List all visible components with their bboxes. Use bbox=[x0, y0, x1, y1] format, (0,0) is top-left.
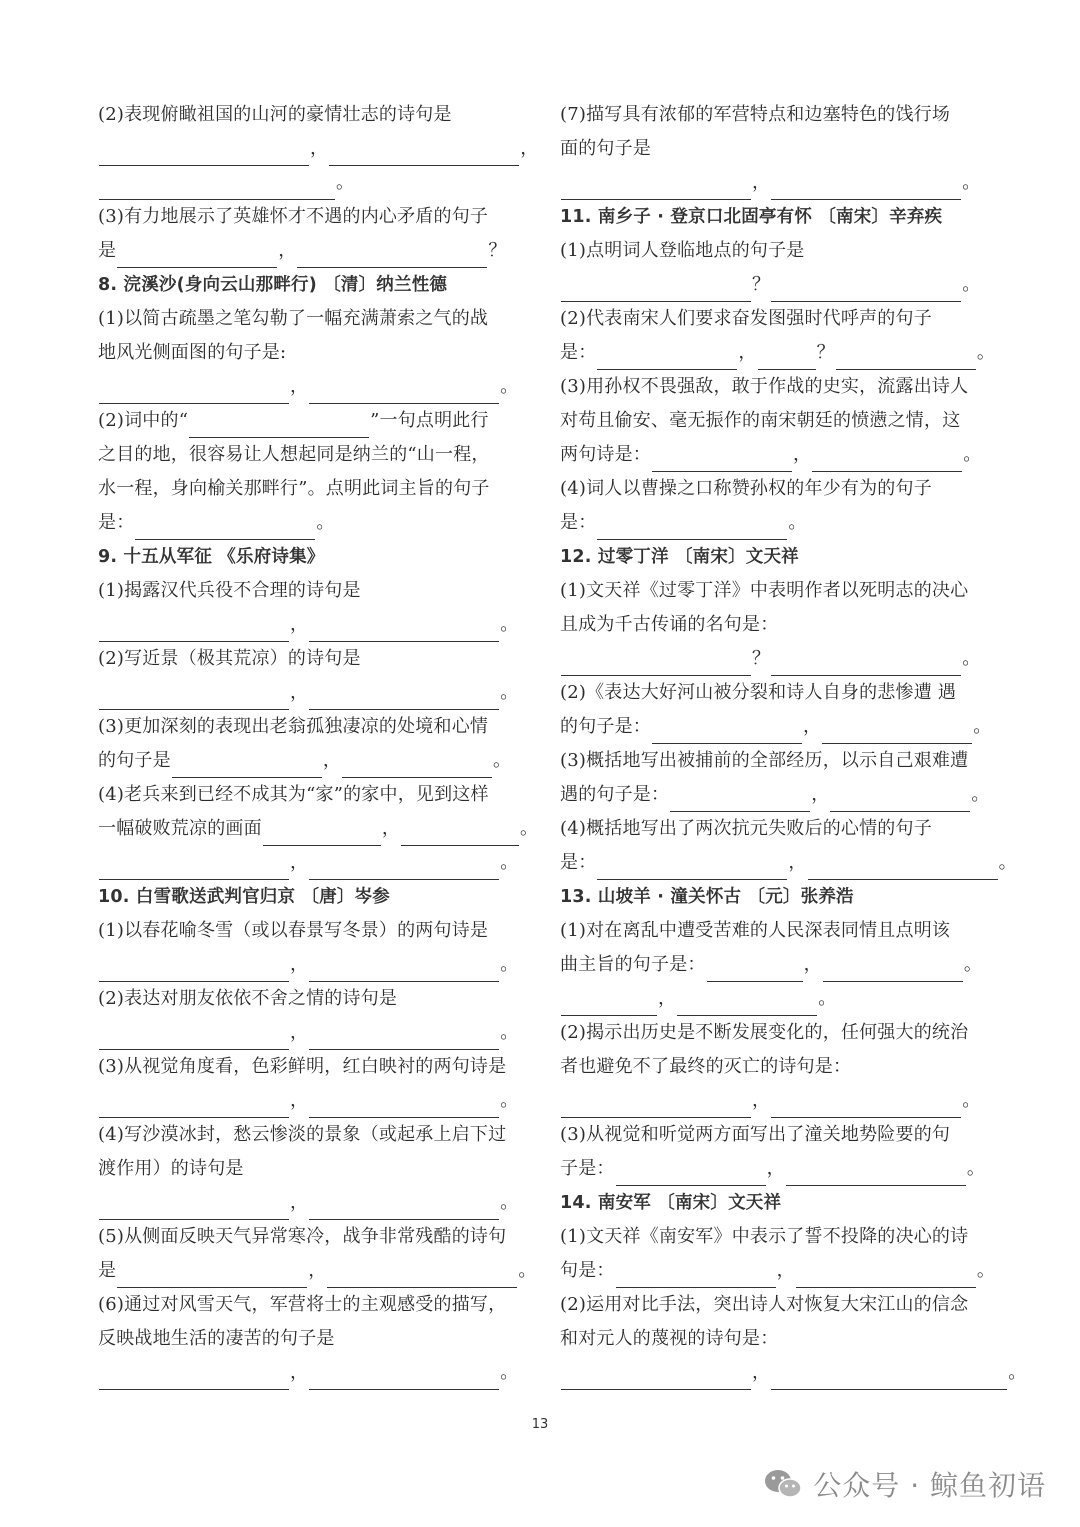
answer-line: 遇的句子是： ， 。 bbox=[560, 778, 985, 812]
answer-blank[interactable] bbox=[786, 1161, 966, 1186]
answer-line: ， 。 bbox=[560, 1084, 985, 1118]
answer-blank[interactable] bbox=[561, 277, 751, 302]
question-line: (2)代表南宋人们要求奋发图强时代呼声的句子 bbox=[560, 308, 932, 329]
question-line: (2)词中的“ ”一句点明此行 bbox=[98, 404, 523, 438]
answer-blank[interactable] bbox=[342, 753, 492, 778]
question-line: (2)揭示出历史是不断发展变化的，任何强大的统治 bbox=[560, 1022, 969, 1043]
question-line: 地风光侧面图的句子是: bbox=[98, 342, 287, 363]
answer-line: 子是： ， 。 bbox=[560, 1152, 985, 1186]
section-heading-13: 13. 山坡羊 · 潼关怀古 〔元〕张养浩 bbox=[560, 887, 854, 907]
answer-blank[interactable] bbox=[771, 651, 961, 676]
answer-blank[interactable] bbox=[172, 753, 322, 778]
answer-line: 的句子是 ， 。 bbox=[98, 744, 523, 778]
watermark-text: 公众号 · 鲸鱼初语 bbox=[813, 1469, 1046, 1502]
answer-line: ， ， bbox=[98, 132, 523, 166]
answer-blank[interactable] bbox=[822, 719, 972, 744]
question-line: (1)以简古疏墨之笔勾勒了一幅充满萧索之气的战 bbox=[98, 308, 489, 329]
answer-blank[interactable] bbox=[616, 1263, 776, 1288]
question-line: (1)揭露汉代兵役不合理的诗句是 bbox=[98, 580, 361, 601]
answer-blank[interactable] bbox=[597, 515, 787, 540]
question-line: 面的句子是 bbox=[560, 138, 651, 159]
answer-line: 句是： ， 。 bbox=[560, 1254, 985, 1288]
answer-blank[interactable] bbox=[329, 141, 519, 166]
answer-blank[interactable] bbox=[99, 1093, 289, 1118]
answer-blank[interactable] bbox=[812, 447, 962, 472]
section-heading-14: 14. 南安军 〔南宋〕文天祥 bbox=[560, 1193, 782, 1213]
answer-blank[interactable] bbox=[99, 855, 289, 880]
section-heading-10: 10. 白雪歌送武判官归京 〔唐〕岑参 bbox=[98, 887, 390, 907]
answer-blank[interactable] bbox=[309, 855, 499, 880]
section-heading-12: 12. 过零丁洋 〔南宋〕文天祥 bbox=[560, 547, 799, 567]
answer-blank[interactable] bbox=[796, 1263, 976, 1288]
answer-line: ， 。 bbox=[98, 1356, 523, 1390]
answer-blank[interactable] bbox=[561, 1093, 751, 1118]
question-line: 且成为千古传诵的名句是： bbox=[560, 614, 779, 635]
answer-blank[interactable] bbox=[561, 651, 751, 676]
answer-line: 是： ， 。 bbox=[560, 846, 985, 880]
answer-blank[interactable] bbox=[117, 1263, 307, 1288]
question-line: (3)从视觉角度看，色彩鲜明，红白映衬的两句诗是 bbox=[98, 1056, 507, 1077]
answer-blank[interactable] bbox=[309, 617, 499, 642]
answer-blank[interactable] bbox=[561, 991, 657, 1016]
question-line: (4)老兵来到已经不成其为“家”的家中，见到这样 bbox=[98, 784, 489, 805]
answer-blank[interactable] bbox=[309, 1195, 499, 1220]
answer-blank[interactable] bbox=[297, 243, 487, 268]
question-line: (1)点明词人登临地点的句子是 bbox=[560, 240, 805, 261]
question-line: (7)描写具有浓郁的军营特点和边塞特色的饯行场 bbox=[560, 104, 951, 125]
answer-blank[interactable] bbox=[597, 855, 787, 880]
answer-blank[interactable] bbox=[309, 1025, 499, 1050]
question-line: (4)概括地写出了两次抗元失败后的心情的句子 bbox=[560, 818, 932, 839]
answer-blank[interactable] bbox=[652, 719, 802, 744]
question-line: 之目的地，很容易让人想起同是纳兰的“山一程， bbox=[98, 444, 490, 465]
answer-line: ， 。 bbox=[98, 948, 523, 982]
question-line: 反映战地生活的凄苦的句子是 bbox=[98, 1328, 335, 1349]
answer-blank[interactable] bbox=[616, 1161, 766, 1186]
question-line: (3)有力地展示了英雄怀才不遇的内心矛盾的句子 bbox=[98, 206, 489, 227]
question-line: (5)从侧面反映天气异常寒冷，战争非常残酷的诗句 bbox=[98, 1226, 507, 1247]
question-line: (2)《表达大好河山被分裂和诗人自身的悲惨遭 遇 bbox=[560, 682, 957, 703]
answer-blank[interactable] bbox=[99, 175, 335, 200]
answer-blank[interactable] bbox=[808, 855, 998, 880]
answer-blank[interactable] bbox=[99, 141, 309, 166]
answer-blank[interactable] bbox=[117, 243, 277, 268]
question-line: (2)运用对比手法，突出诗人对恢复大宋江山的信念 bbox=[560, 1294, 969, 1315]
question-line: (3)更加深刻的表现出老翁孤独凄凉的处境和心情 bbox=[98, 716, 489, 737]
answer-blank[interactable] bbox=[401, 821, 519, 846]
answer-line: ， 。 bbox=[98, 846, 523, 880]
answer-blank[interactable] bbox=[99, 379, 289, 404]
question-line: (3)用孙权不畏强敌，敢于作战的史实，流露出诗人 bbox=[560, 376, 969, 397]
answer-line: 是： ， ？ 。 bbox=[560, 336, 985, 370]
question-line: 者也避免不了最终的灭亡的诗句是： bbox=[560, 1056, 852, 1077]
answer-blank[interactable] bbox=[99, 617, 289, 642]
question-line: (1)对在离乱中遭受苦难的人民深表同情且点明该 bbox=[560, 920, 951, 941]
answer-blank[interactable] bbox=[836, 345, 976, 370]
answer-blank[interactable] bbox=[263, 821, 381, 846]
answer-blank[interactable] bbox=[309, 957, 499, 982]
question-line: (2)写近景（极其荒凉）的诗句是 bbox=[98, 648, 361, 669]
answer-blank[interactable] bbox=[561, 1365, 751, 1390]
answer-blank[interactable] bbox=[99, 1195, 289, 1220]
answer-line: 。 bbox=[98, 166, 523, 200]
answer-line: 曲主旨的句子是： ， 。 bbox=[560, 948, 985, 982]
question-line: (3)概括地写出被捕前的全部经历，以示自己艰难遭 bbox=[560, 750, 969, 771]
answer-blank[interactable] bbox=[135, 515, 315, 540]
section-heading-9: 9. 十五从军征 《乐府诗集》 bbox=[98, 547, 325, 567]
answer-blank[interactable] bbox=[823, 957, 963, 982]
answer-line: 一幅破败荒凉的画面 ， 。 bbox=[98, 812, 523, 846]
answer-blank[interactable] bbox=[309, 1365, 499, 1390]
section-heading-11: 11. 南乡子 · 登京口北固亭有怀 〔南宋〕辛弃疾 bbox=[560, 207, 943, 227]
answer-blank[interactable] bbox=[189, 413, 369, 438]
answer-blank[interactable] bbox=[99, 1365, 289, 1390]
question-line: 水一程，身向榆关那畔行”。点明此词主旨的句子 bbox=[98, 478, 490, 499]
answer-blank[interactable] bbox=[771, 1093, 961, 1118]
answer-blank[interactable] bbox=[309, 685, 499, 710]
answer-blank[interactable] bbox=[771, 175, 961, 200]
question-line: (3)从视觉和听觉两方面写出了潼关地势险要的句 bbox=[560, 1124, 951, 1145]
answer-line: ， 。 bbox=[560, 982, 985, 1016]
answer-blank[interactable] bbox=[309, 1093, 499, 1118]
answer-line: ， 。 bbox=[560, 166, 985, 200]
answer-line: ， 。 bbox=[98, 370, 523, 404]
question-line: (4)词人以曹操之口称赞孙权的年少有为的句子 bbox=[560, 478, 932, 499]
wechat-logo-icon bbox=[763, 1467, 803, 1501]
question-line: 渡作用）的诗句是 bbox=[98, 1158, 244, 1179]
answer-blank[interactable] bbox=[309, 379, 499, 404]
question-line: (1)文天祥《过零丁洋》中表明作者以死明志的决心 bbox=[560, 580, 969, 601]
answer-blank[interactable] bbox=[561, 175, 751, 200]
answer-blank[interactable] bbox=[771, 277, 961, 302]
answer-blank[interactable] bbox=[652, 447, 792, 472]
answer-blank[interactable] bbox=[677, 991, 817, 1016]
answer-blank[interactable] bbox=[830, 787, 970, 812]
section-heading-8: 8. 浣溪沙(身向云山那畔行) 〔清〕纳兰性德 bbox=[98, 275, 448, 295]
question-line: 和对元人的蔑视的诗句是： bbox=[560, 1328, 779, 1349]
answer-line: ， 。 bbox=[98, 676, 523, 710]
question-line: (1)文天祥《南安军》中表示了誓不投降的决心的诗 bbox=[560, 1226, 969, 1247]
answer-line: ， 。 bbox=[560, 1356, 985, 1390]
question-line: (2)表现俯瞰祖国的山河的豪情壮志的诗句是 bbox=[98, 104, 452, 125]
answer-line: 是： 。 bbox=[560, 506, 985, 540]
question-line: 对苟且偷安、毫无振作的南宋朝廷的愤懑之情，这 bbox=[560, 410, 961, 431]
question-line: (4)写沙漠冰封，愁云惨淡的景象（或起承上启下过 bbox=[98, 1124, 507, 1145]
answer-blank[interactable] bbox=[707, 957, 803, 982]
answer-line: ， 。 bbox=[98, 1186, 523, 1220]
answer-blank[interactable] bbox=[99, 1025, 289, 1050]
answer-line: 是： 。 bbox=[98, 506, 523, 540]
answer-blank[interactable] bbox=[758, 345, 816, 370]
answer-blank[interactable] bbox=[99, 685, 289, 710]
page-number: 13 bbox=[531, 1417, 549, 1432]
answer-line: ， 。 bbox=[98, 608, 523, 642]
question-line: (1)以春花喻冬雪（或以春景写冬景）的两句诗是 bbox=[98, 920, 489, 941]
question-line: (6)通过对风雪天气，军营将士的主观感受的描写， bbox=[98, 1294, 507, 1315]
watermark bbox=[763, 1462, 1046, 1506]
answer-blank[interactable] bbox=[99, 957, 289, 982]
answer-blank[interactable] bbox=[771, 1365, 1007, 1390]
answer-line: 是 ， ？ bbox=[98, 234, 523, 268]
answer-line: 是 ， 。 bbox=[98, 1254, 523, 1288]
left-column bbox=[98, 98, 539, 1390]
answer-line: 两句诗是： ， 。 bbox=[560, 438, 985, 472]
answer-blank[interactable] bbox=[670, 787, 810, 812]
question-line: (2)表达对朋友依依不舍之情的诗句是 bbox=[98, 988, 398, 1009]
answer-blank[interactable] bbox=[327, 1263, 517, 1288]
right-column bbox=[560, 98, 1027, 1390]
answer-line: ？ 。 bbox=[560, 642, 985, 676]
answer-line: ， 。 bbox=[98, 1084, 523, 1118]
answer-line: ？ 。 bbox=[560, 268, 985, 302]
answer-blank[interactable] bbox=[597, 345, 737, 370]
answer-line: ， 。 bbox=[98, 1016, 523, 1050]
answer-line: 的句子是： ， 。 bbox=[560, 710, 985, 744]
